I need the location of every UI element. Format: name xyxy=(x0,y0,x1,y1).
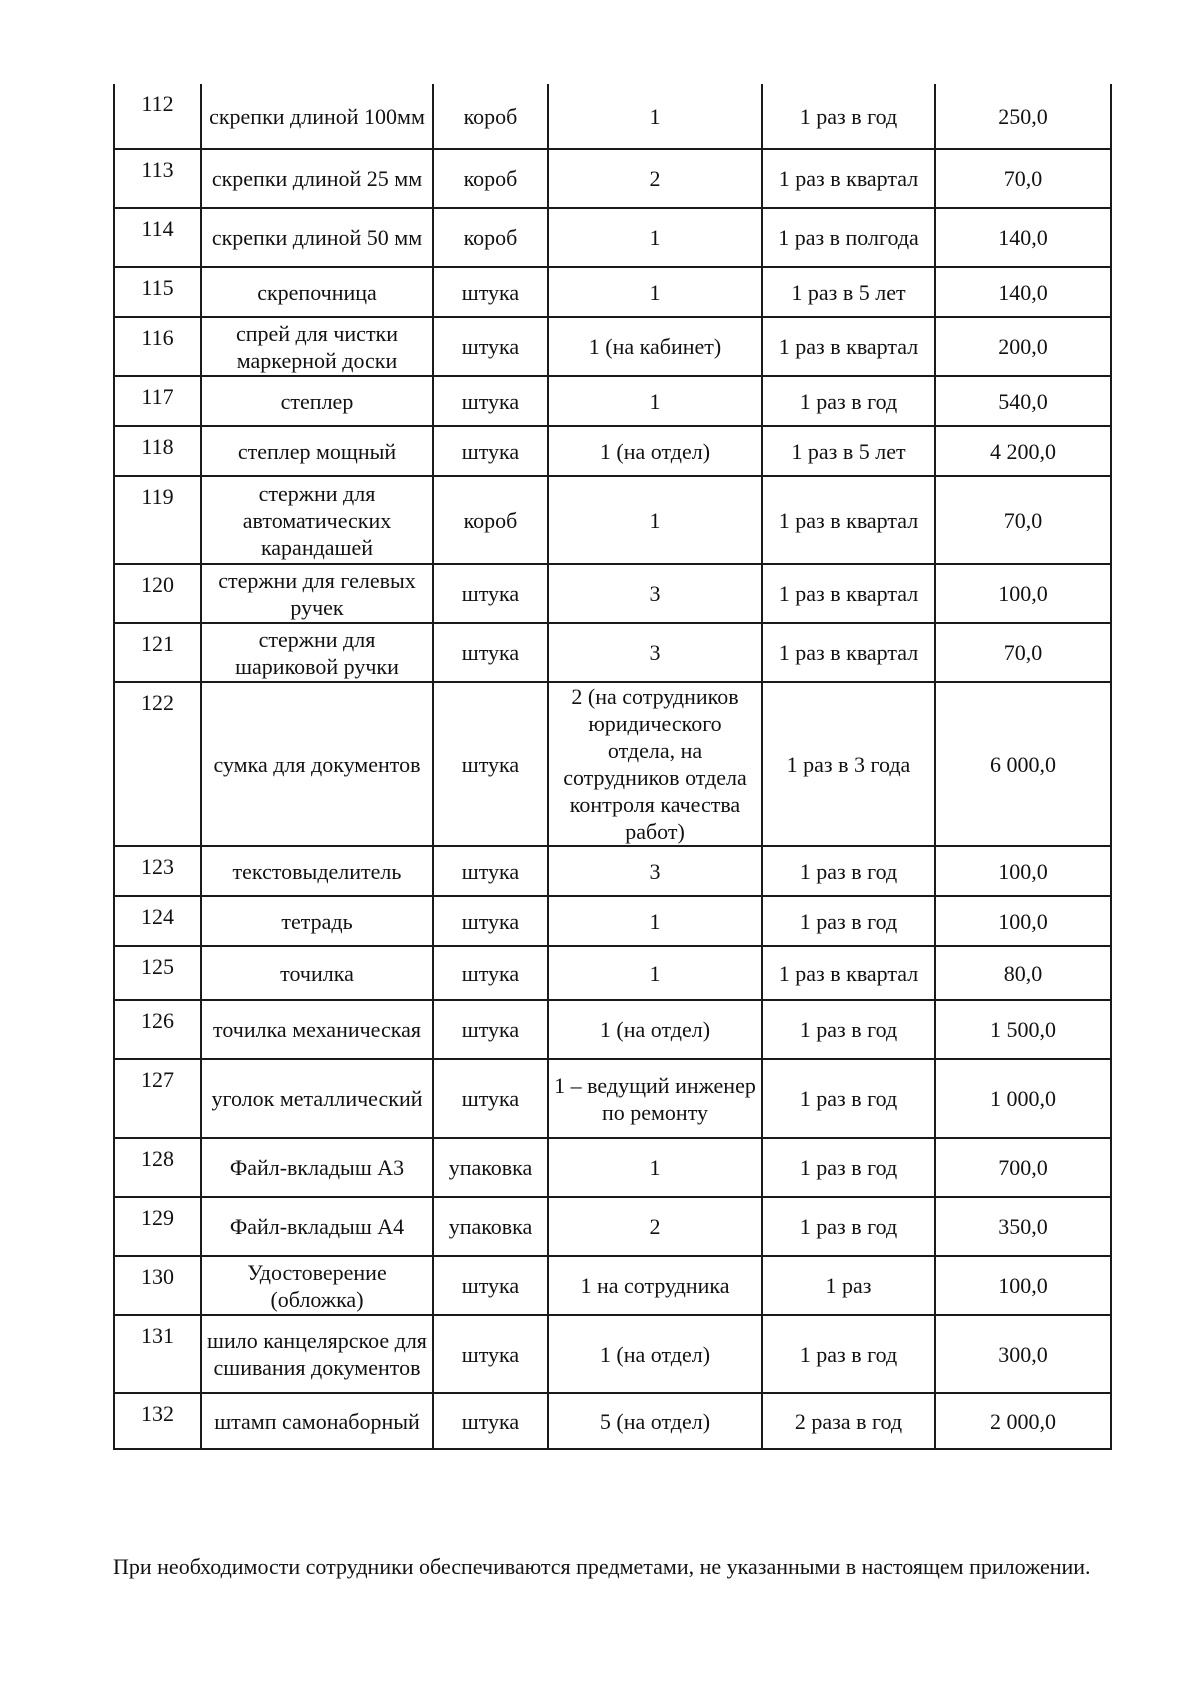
quantity-cell: 1 – ведущий инженер по ремонту xyxy=(548,1059,762,1138)
item-name-cell: стержни для шариковой ручки xyxy=(201,623,433,682)
table-row xyxy=(114,682,1111,846)
unit-cell: короб xyxy=(433,84,548,149)
table-row xyxy=(114,317,1111,376)
table-row xyxy=(114,846,1111,896)
price-cell: 300,0 xyxy=(935,1315,1111,1393)
price-cell: 70,0 xyxy=(935,149,1111,208)
unit-cell: короб xyxy=(433,476,548,564)
frequency-cell: 1 раз в квартал xyxy=(762,476,935,564)
unit-cell: штука xyxy=(433,1393,548,1449)
quantity-cell: 3 xyxy=(548,623,762,682)
price-cell: 350,0 xyxy=(935,1197,1111,1256)
row-number-cell: 123 xyxy=(114,846,201,896)
price-cell: 1 500,0 xyxy=(935,1000,1111,1059)
row-number-cell: 120 xyxy=(114,564,201,623)
quantity-cell: 1 (на кабинет) xyxy=(548,317,762,376)
quantity-cell: 1 xyxy=(548,208,762,267)
item-name-cell: Файл-вкладыш А4 xyxy=(201,1197,433,1256)
row-number-cell: 125 xyxy=(114,946,201,1000)
row-number-cell: 119 xyxy=(114,476,201,564)
unit-cell: штука xyxy=(433,267,548,317)
frequency-cell: 1 раз в год xyxy=(762,1197,935,1256)
quantity-cell: 1 (на отдел) xyxy=(548,1000,762,1059)
price-cell: 4 200,0 xyxy=(935,426,1111,476)
frequency-cell: 1 раз в 5 лет xyxy=(762,267,935,317)
table-row xyxy=(114,564,1111,623)
row-number-cell: 126 xyxy=(114,1000,201,1059)
row-number-cell: 129 xyxy=(114,1197,201,1256)
frequency-cell: 1 раз в квартал xyxy=(762,623,935,682)
item-name-cell: скрепочница xyxy=(201,267,433,317)
unit-cell: упаковка xyxy=(433,1197,548,1256)
table-row xyxy=(114,946,1111,1000)
price-cell: 1 000,0 xyxy=(935,1059,1111,1138)
frequency-cell: 1 раз в год xyxy=(762,1000,935,1059)
unit-cell: штука xyxy=(433,623,548,682)
row-number-cell: 132 xyxy=(114,1393,201,1449)
row-number-cell: 128 xyxy=(114,1138,201,1197)
table-body xyxy=(114,84,1111,1449)
item-name-cell: точилка механическая xyxy=(201,1000,433,1059)
item-name-cell: тетрадь xyxy=(201,896,433,946)
footnote-text: При необходимости сотрудники обеспечиваются предметами, не указанными в настоящем приложении. xyxy=(113,1554,1091,1579)
row-number-cell: 124 xyxy=(114,896,201,946)
unit-cell: штука xyxy=(433,426,548,476)
price-cell: 100,0 xyxy=(935,564,1111,623)
quantity-cell: 1 xyxy=(548,267,762,317)
quantity-cell: 2 (на сотрудников юридического отдела, на сотрудников отдела контроля качества работ) xyxy=(548,682,762,846)
frequency-cell: 1 раз в полгода xyxy=(762,208,935,267)
row-number-cell: 115 xyxy=(114,267,201,317)
table-row xyxy=(114,84,1111,149)
table-row xyxy=(114,149,1111,208)
quantity-cell: 1 xyxy=(548,84,762,149)
table-row xyxy=(114,267,1111,317)
item-name-cell: штамп самонаборный xyxy=(201,1393,433,1449)
frequency-cell: 1 раз в год xyxy=(762,84,935,149)
unit-cell: штука xyxy=(433,376,548,426)
unit-cell: штука xyxy=(433,1315,548,1393)
quantity-cell: 3 xyxy=(548,846,762,896)
table-row xyxy=(114,1000,1111,1059)
frequency-cell: 2 раза в год xyxy=(762,1393,935,1449)
table-row xyxy=(114,476,1111,564)
frequency-cell: 1 раз в год xyxy=(762,1315,935,1393)
item-name-cell: скрепки длиной 100мм xyxy=(201,84,433,149)
frequency-cell: 1 раз в квартал xyxy=(762,317,935,376)
item-name-cell: Удостоверение (обложка) xyxy=(201,1256,433,1315)
price-cell: 70,0 xyxy=(935,476,1111,564)
price-cell: 140,0 xyxy=(935,208,1111,267)
unit-cell: штука xyxy=(433,564,548,623)
row-number-cell: 116 xyxy=(114,317,201,376)
price-cell: 80,0 xyxy=(935,946,1111,1000)
quantity-cell: 1 xyxy=(548,476,762,564)
unit-cell: упаковка xyxy=(433,1138,548,1197)
item-name-cell: точилка xyxy=(201,946,433,1000)
price-cell: 200,0 xyxy=(935,317,1111,376)
row-number-cell: 122 xyxy=(114,682,201,846)
unit-cell: короб xyxy=(433,149,548,208)
table-row xyxy=(114,1197,1111,1256)
unit-cell: штука xyxy=(433,1000,548,1059)
item-name-cell: уголок металлический xyxy=(201,1059,433,1138)
row-number-cell: 127 xyxy=(114,1059,201,1138)
unit-cell: штука xyxy=(433,1059,548,1138)
row-number-cell: 130 xyxy=(114,1256,201,1315)
quantity-cell: 1 xyxy=(548,1138,762,1197)
table-row xyxy=(114,1138,1111,1197)
unit-cell: штука xyxy=(433,317,548,376)
quantity-cell: 1 xyxy=(548,946,762,1000)
row-number-cell: 118 xyxy=(114,426,201,476)
unit-cell: штука xyxy=(433,896,548,946)
price-cell: 100,0 xyxy=(935,1256,1111,1315)
quantity-cell: 2 xyxy=(548,149,762,208)
table-row xyxy=(114,376,1111,426)
quantity-cell: 1 (на отдел) xyxy=(548,1315,762,1393)
quantity-cell: 1 xyxy=(548,896,762,946)
unit-cell: штука xyxy=(433,846,548,896)
frequency-cell: 1 раз в квартал xyxy=(762,149,935,208)
price-cell: 140,0 xyxy=(935,267,1111,317)
unit-cell: короб xyxy=(433,208,548,267)
price-cell: 540,0 xyxy=(935,376,1111,426)
item-name-cell: степлер мощный xyxy=(201,426,433,476)
item-name-cell: сумка для документов xyxy=(201,682,433,846)
item-name-cell: стержни для гелевых ручек xyxy=(201,564,433,623)
frequency-cell: 1 раз в 3 года xyxy=(762,682,935,846)
frequency-cell: 1 раз в квартал xyxy=(762,946,935,1000)
price-cell: 70,0 xyxy=(935,623,1111,682)
frequency-cell: 1 раз в год xyxy=(762,846,935,896)
item-name-cell: спрей для чистки маркерной доски xyxy=(201,317,433,376)
frequency-cell: 1 раз в год xyxy=(762,376,935,426)
frequency-cell: 1 раз в квартал xyxy=(762,564,935,623)
frequency-cell: 1 раз xyxy=(762,1256,935,1315)
row-number-cell: 113 xyxy=(114,149,201,208)
row-number-cell: 131 xyxy=(114,1315,201,1393)
quantity-cell: 1 xyxy=(548,376,762,426)
item-name-cell: скрепки длиной 50 мм xyxy=(201,208,433,267)
table-row xyxy=(114,896,1111,946)
row-number-cell: 112 xyxy=(114,84,201,149)
quantity-cell: 2 xyxy=(548,1197,762,1256)
price-cell: 700,0 xyxy=(935,1138,1111,1197)
unit-cell: штука xyxy=(433,682,548,846)
price-cell: 100,0 xyxy=(935,896,1111,946)
table-row xyxy=(114,1059,1111,1138)
table-row xyxy=(114,426,1111,476)
quantity-cell: 1 на сотрудника xyxy=(548,1256,762,1315)
frequency-cell: 1 раз в 5 лет xyxy=(762,426,935,476)
row-number-cell: 114 xyxy=(114,208,201,267)
item-name-cell: Файл-вкладыш А3 xyxy=(201,1138,433,1197)
unit-cell: штука xyxy=(433,1256,548,1315)
unit-cell: штука xyxy=(433,946,548,1000)
frequency-cell: 1 раз в год xyxy=(762,896,935,946)
quantity-cell: 1 (на отдел) xyxy=(548,426,762,476)
table-row xyxy=(114,1256,1111,1315)
price-cell: 100,0 xyxy=(935,846,1111,896)
table-row xyxy=(114,208,1111,267)
quantity-cell: 5 (на отдел) xyxy=(548,1393,762,1449)
row-number-cell: 121 xyxy=(114,623,201,682)
frequency-cell: 1 раз в год xyxy=(762,1059,935,1138)
supplies-table xyxy=(113,84,1112,1450)
item-name-cell: шило канцелярское для сшивания документов xyxy=(201,1315,433,1393)
item-name-cell: стержни для автоматических карандашей xyxy=(201,476,433,564)
table-row xyxy=(114,1315,1111,1393)
row-number-cell: 117 xyxy=(114,376,201,426)
table-row xyxy=(114,1393,1111,1449)
frequency-cell: 1 раз в год xyxy=(762,1138,935,1197)
item-name-cell: текстовыделитель xyxy=(201,846,433,896)
price-cell: 250,0 xyxy=(935,84,1111,149)
table-row xyxy=(114,623,1111,682)
price-cell: 2 000,0 xyxy=(935,1393,1111,1449)
item-name-cell: скрепки длиной 25 мм xyxy=(201,149,433,208)
item-name-cell: степлер xyxy=(201,376,433,426)
quantity-cell: 3 xyxy=(548,564,762,623)
price-cell: 6 000,0 xyxy=(935,682,1111,846)
